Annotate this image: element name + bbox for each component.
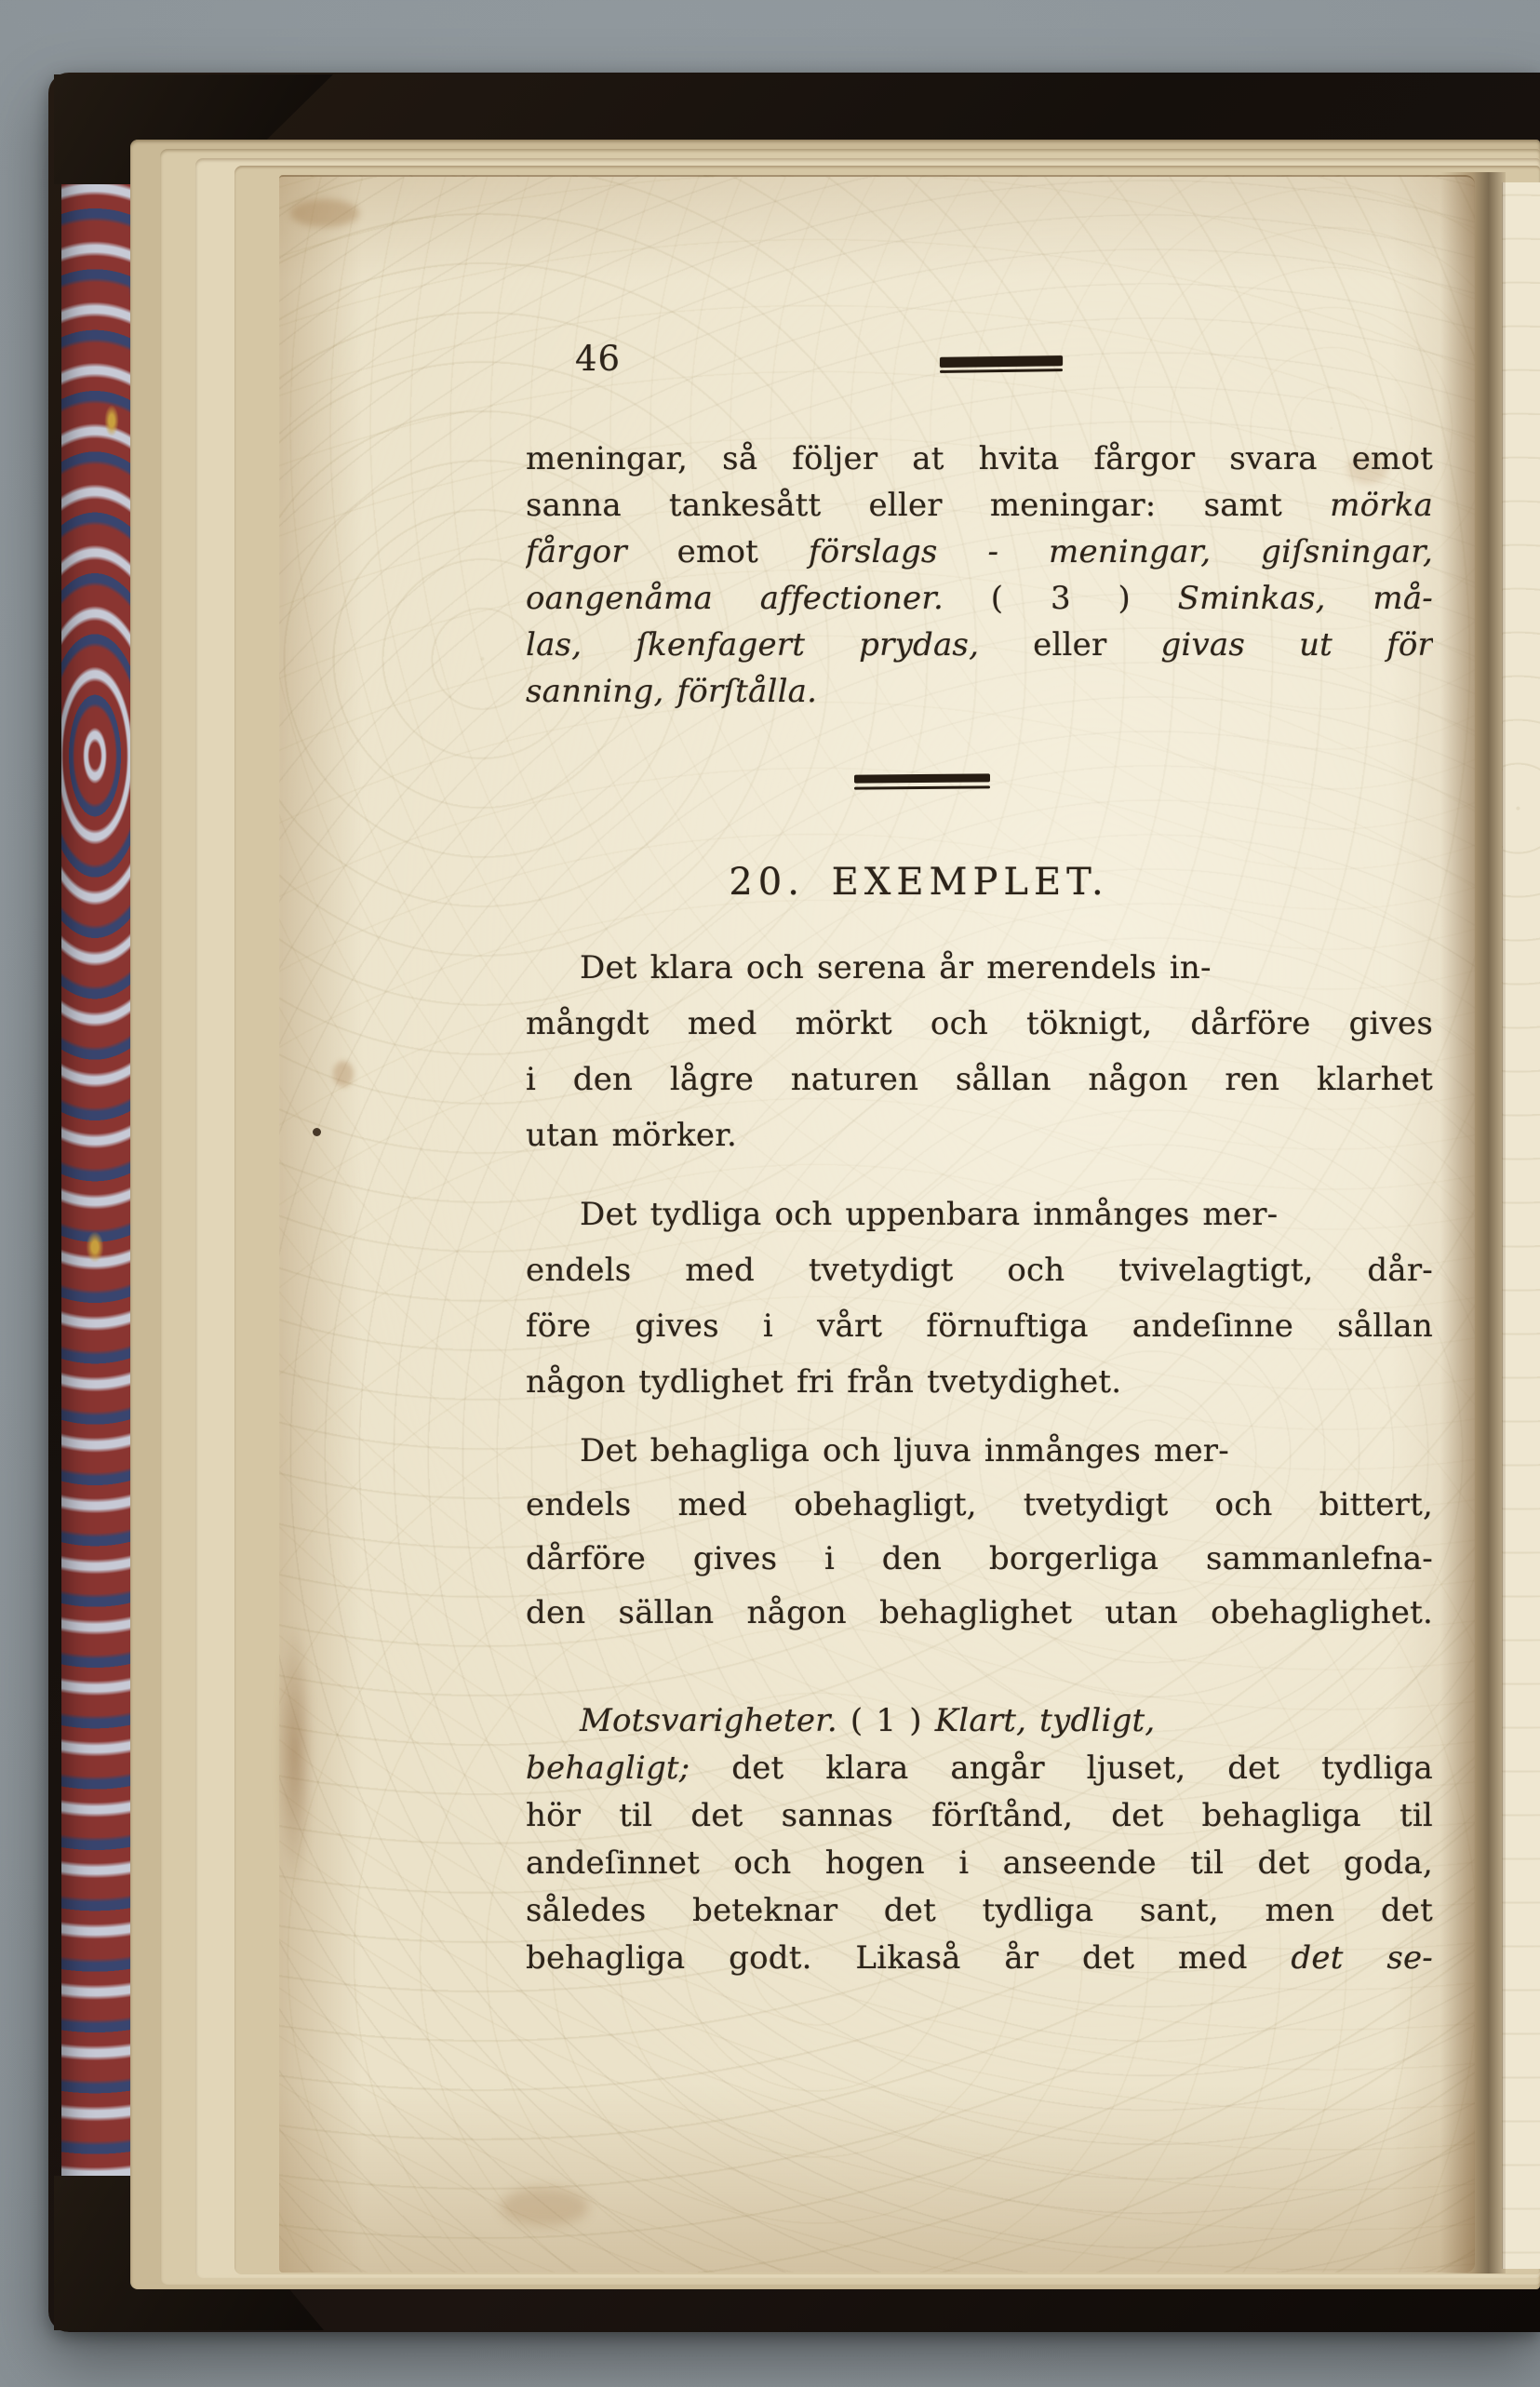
text-segment: eller (979, 626, 1161, 664)
text-segment: Sminkas, må- (1177, 580, 1433, 617)
text-segment: det se- (1291, 1939, 1433, 1977)
text-segment: den sällan någon behaglighet utan obehaglighet. (526, 1594, 1433, 1631)
text-segment: fårgor (526, 533, 627, 570)
text-line (526, 1586, 1433, 1640)
text-segment: endels med tvetydigt och tvivelagtigt, dår- (526, 1252, 1433, 1289)
text-line (526, 1697, 1433, 1745)
text-segment: Motsvarigheter. (580, 1702, 837, 1739)
text-line (526, 1532, 1433, 1586)
text-line (526, 436, 1433, 482)
paragraph (526, 1424, 1433, 1640)
text-segment: Det behagliga och ljuva inmånges mer- (580, 1432, 1229, 1469)
page-stain (290, 199, 359, 227)
page-stain (333, 1061, 354, 1087)
text-segment: behagliga godt. Likaså år det med (526, 1939, 1292, 1977)
text-line (526, 1052, 1433, 1107)
paragraph (526, 1697, 1433, 1982)
text-segment: andeſinnet och hogen i anseende til det goda, (526, 1844, 1433, 1882)
text-line (526, 1840, 1433, 1887)
text-segment: dårföre gives i den borgerliga sammanlefna- (526, 1540, 1433, 1577)
book-page (279, 175, 1475, 2273)
text-segment: i den lågre naturen sållan någon ren klarhet (526, 1061, 1433, 1098)
section-heading: 20. EXEMPLET. (729, 861, 1109, 904)
text-segment: givas ut för (1160, 626, 1433, 664)
text-line (526, 1792, 1433, 1840)
text-line (526, 482, 1433, 529)
text-line (526, 529, 1433, 575)
paragraph (526, 1187, 1433, 1410)
text-segment: det klara angår ljuset, det tydliga (690, 1750, 1433, 1787)
text-segment: oangenåma affectioner. (526, 580, 944, 617)
text-line (526, 1478, 1433, 1532)
paragraph (526, 940, 1433, 1163)
text-line (526, 1354, 1433, 1410)
text-segment: emot (626, 533, 809, 570)
text-segment: någon tydlighet fri från tvetydighet. (526, 1363, 1122, 1401)
text-line (526, 1935, 1433, 1982)
text-line (526, 1298, 1433, 1354)
text-line (526, 668, 1433, 715)
text-segment: mångdt med mörkt och töknigt, dårföre gives (526, 1005, 1433, 1042)
text-segment: Det tydliga och uppenbara inmånges mer- (580, 1196, 1279, 1233)
text-line (526, 940, 1433, 996)
text-segment: förslags - meningar, giſsningar, (808, 533, 1433, 570)
page-number: 46 (575, 339, 622, 379)
text-line (526, 1107, 1433, 1163)
text-segment: mörka (1330, 487, 1433, 524)
text-segment: sanna tankesått eller meningar: samt (526, 487, 1331, 524)
text-segment: behagligt; (526, 1750, 690, 1787)
text-segment: meningar, så följer at hvita fårgor svara emot (526, 440, 1433, 477)
text-segment: utan mörker. (526, 1117, 737, 1154)
text-segment: las, ſkenfagert prydas, (526, 626, 980, 664)
text-line (526, 1424, 1433, 1478)
paragraph (526, 436, 1433, 715)
text-segment: Klart, tydligt, (934, 1702, 1156, 1739)
text-segment: ( 1 ) (837, 1702, 935, 1739)
text-segment: endels med obehagligt, tvetydigt och bittert, (526, 1486, 1433, 1523)
text-line (526, 996, 1433, 1052)
text-segment: ( 3 ) (944, 580, 1178, 617)
facing-page-edge (1502, 182, 1540, 2269)
text-segment: före gives i vårt förnuftiga andeſinne sållan (526, 1307, 1433, 1345)
ink-speck (313, 1128, 321, 1136)
text-line (526, 1887, 1433, 1935)
text-block (526, 177, 1433, 2273)
text-segment: Det klara och serena år merendels in- (580, 949, 1212, 986)
text-line (526, 1242, 1433, 1298)
text-segment: hör til det sannas förſtånd, det behagliga til (526, 1797, 1433, 1834)
text-line (526, 622, 1433, 668)
text-segment: sanning, förſtålla. (526, 673, 818, 710)
text-segment: således beteknar det tydliga sant, men det (526, 1892, 1433, 1929)
text-line (526, 575, 1433, 622)
text-line (526, 1745, 1433, 1792)
text-line (526, 1187, 1433, 1242)
gutter-shadow (1440, 172, 1506, 2273)
